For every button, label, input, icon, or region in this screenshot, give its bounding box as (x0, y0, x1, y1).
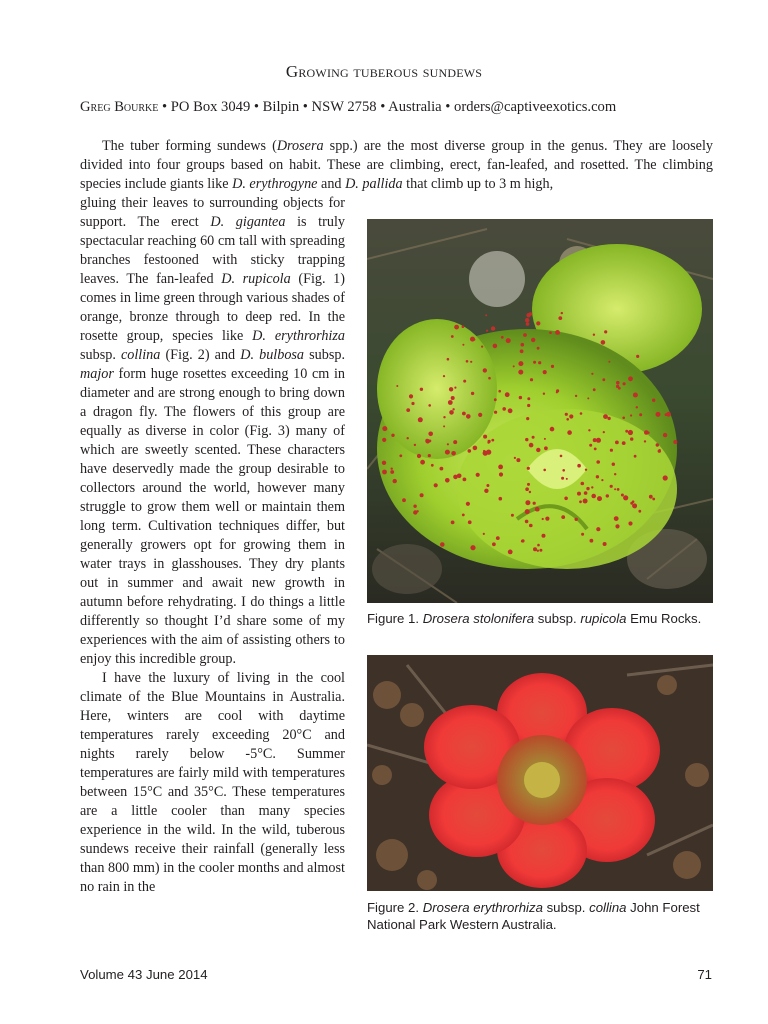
author-byline (80, 99, 700, 116)
figure-1-caption: Figure 1. Drosera stolonifera subsp. rupicola Emu Rocks. (367, 611, 702, 626)
body-paragraph-1-cont: gluing their leaves to surrounding objects for support. The erect D. gigantea is truly spectacular reaching 60 cm tall with spreading branches festooned with sticky trapping leaves. The fan-leafed D. rupicola (Fig. 1) comes in lime green through various shades of orange, bronze through to deep red. In the rosette group, species like D. erythrorhiza subsp. collina (Fig. 2) and D. bulbosa subsp. major form huge rosettes exceeding 10 cm in diameter and are strong enough to bring down a dragon fly. The flowers of this group are equally as diverse in color (Fig. 3) many of which are sweetly scented. These characters have deservedly made the group desirable to collectors around the world, however many struggle to grow them well or maintain them long term. Cultivation techniques differ, but generally growers opt for growing them in water trays in glasshouses. They dry plants out in summer and await new growth in autumn before rehydrating. I do things a little differently so thought I’d share some of my experiences with the aim of assisting others to enjoy this incredible group. (80, 195, 346, 667)
page-number: 71 (697, 967, 712, 982)
author-address: • PO Box 3049 • Bilpin • NSW 2758 • Australia • orders@captiveexotics.com (158, 99, 617, 115)
genus-name: Drosera (276, 138, 324, 154)
species-erythrogyne: D. erythrogyne (232, 176, 318, 192)
figure-1-photo (367, 219, 713, 603)
body-paragraph-2: I have the luxury of living in the cool climate of the Blue Mountains in Australia. Here, winters are cool with daytime temperatures rarely exceeding 20°C and nights rarely below -5°C. Summer temperatures are fairly mild with temperatures between 15°C and 35°C. These temperatures are a little cooler than many species experience in the wild. In the wild, tuberous sundews receive their rainfall (generally less than 800 mm) in the cooler months and almost no rain in the (80, 670, 345, 895)
figure-2-photo (367, 655, 713, 891)
sundew-green-illustration (367, 219, 713, 603)
article-title: Growing tuberous sundews (285, 62, 483, 81)
intro-paragraph: The tuber forming sundews (Drosera spp.) are the most diverse group in the genus. They are loosely divided into four groups based on habit. These are climbing, erect, fan-leafed, and rosetted. The climbing species include giants like D. erythrogyne and D. pallida that climb up to 3 m high, (80, 138, 713, 192)
author-name: Greg Bourke (80, 99, 159, 115)
figure-2-caption: Figure 2. Drosera erythrorhiza subsp. collina John Forest National Park Western Australia. (367, 900, 700, 932)
species-pallida: D. pallida (345, 176, 403, 192)
body-column (80, 194, 345, 897)
footer-volume: Volume 43 June 2014 (80, 967, 208, 982)
sundew-red-rosette-illustration (367, 655, 713, 891)
